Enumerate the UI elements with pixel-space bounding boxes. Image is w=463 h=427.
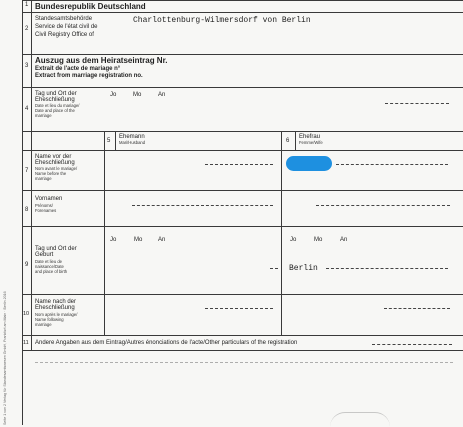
rule-label-column [104, 131, 105, 335]
row-number-6: 6 [286, 138, 290, 144]
marriage-date-sub-2: Date and place of the [35, 108, 75, 113]
forenames-sub-2: Forenames [35, 208, 57, 213]
birth-label-de-2: Geburt [35, 252, 54, 258]
publisher-side-note: Seite 1 von 2 Verlag für Standesamtswesen GmbH, Frankfurt am Main · Berlin 2016 [3, 291, 7, 425]
row-number-4: 4 [25, 106, 29, 112]
rule-row8 [22, 226, 463, 227]
rule-row4-top [22, 87, 463, 88]
wife-forenames-blank [316, 205, 450, 206]
marriage-year-header: An [158, 92, 166, 98]
wife-birth-place: Berlin [289, 264, 318, 273]
row-number-10: 10 [23, 311, 30, 317]
row-number-8: 8 [25, 207, 29, 213]
rule-row9 [22, 294, 463, 295]
rule-spouse-header [22, 150, 463, 151]
extract-title-de: Auszug aus dem Heiratseintrag Nr. [35, 56, 168, 65]
rule-row1 [22, 12, 463, 13]
husband-birth-month-header: Mo [134, 237, 143, 243]
rule-wife-number [295, 131, 296, 150]
country-heading: Bundesrepublik Deutschland [35, 2, 146, 11]
registry-office-value: Charlottenburg-Wilmersdorf von Berlin [133, 16, 311, 25]
other-particulars-blank-1 [372, 344, 452, 345]
rule-left [22, 0, 23, 425]
marriage-place-blank [385, 103, 449, 104]
row-number-11: 11 [23, 340, 29, 346]
name-after-label-de-2: Eheschließung [35, 305, 75, 311]
name-after-label-de-1: Name nach der [35, 299, 77, 305]
wife-header-sub: Femme/Wife [299, 140, 323, 145]
husband-birth-year-header: An [158, 237, 166, 243]
wife-birth-year-header: An [340, 237, 348, 243]
registry-office-label-de: Standesamtsbehörde [35, 16, 93, 22]
other-particulars-blank-2 [35, 362, 453, 363]
husband-forenames-blank [132, 205, 273, 206]
extract-title-fr: Extrait de l'acte de mariage n° [35, 66, 121, 72]
name-before-label-de-1: Name vor der [35, 154, 72, 160]
birth-label-de-1: Tag und Ort der [35, 246, 77, 252]
forenames-label-de: Vornamen [35, 196, 63, 202]
row-number-2: 2 [25, 26, 29, 32]
rule-number-column [31, 0, 32, 350]
name-after-sub-2: Name following [35, 317, 64, 322]
row-number-3: 3 [25, 63, 29, 69]
name-before-label-de-2: Eheschließung [35, 160, 75, 166]
other-particulars-label: Andere Angaben aus dem Eintrag/Autres énonciations de l'acte/Other particulars of the registration [35, 340, 298, 346]
marriage-date-sub-3: marriage [35, 113, 52, 118]
rule-top [22, 0, 463, 1]
marriage-day-header: Jo [110, 92, 117, 98]
marriage-month-header: Mo [133, 92, 142, 98]
rule-row7 [22, 190, 463, 191]
wife-birth-month-header: Mo [314, 237, 323, 243]
row-number-9: 9 [25, 262, 29, 268]
name-before-sub-1: Nom avant le mariage/ [35, 166, 78, 171]
wife-name-after-blank [384, 308, 450, 309]
name-after-sub-3: marriage [35, 322, 52, 327]
husband-header: Ehemann [119, 134, 145, 140]
rule-spouse-divider [281, 131, 282, 335]
husband-birth-place-blank [270, 268, 278, 269]
rule-row10 [22, 335, 463, 336]
husband-birth-day-header: Jo [110, 237, 117, 243]
forenames-sub-1: Prénoms/ [35, 203, 53, 208]
rule-husband-number [115, 131, 116, 150]
rule-row3 [22, 54, 463, 55]
husband-name-after-blank [205, 308, 273, 309]
rule-row11 [22, 350, 463, 351]
husband-header-sub: Mari/Husband [119, 140, 146, 145]
name-before-sub-3: marriage [35, 176, 52, 181]
wife-header: Ehefrau [299, 134, 321, 140]
birth-sub-2: naissance/Date [35, 264, 64, 269]
wife-name-before-blank [336, 164, 448, 165]
registry-office-label-fr: Service de l'état civil de [35, 24, 98, 30]
row-number-1: 1 [25, 2, 29, 8]
registry-office-label-en: Civil Registry Office of [35, 32, 94, 38]
row-number-7: 7 [25, 168, 29, 174]
marriage-date-label-de-1: Tag und Ort der [35, 91, 77, 97]
name-before-sub-2: Name before the [35, 171, 67, 176]
row-number-5: 5 [107, 138, 111, 144]
rule-row4-bottom [22, 131, 463, 132]
husband-name-before-blank [205, 164, 273, 165]
name-after-sub-1: Nom après le mariage/ [35, 312, 78, 317]
wife-birth-place-blank [326, 268, 448, 269]
extract-title-en: Extract from marriage registration no. [35, 73, 143, 79]
marriage-date-sub-1: Date et lieu du mariage/ [35, 103, 80, 108]
redaction-mark [286, 156, 332, 171]
birth-sub-3: and place of birth [35, 269, 68, 274]
wife-birth-day-header: Jo [290, 237, 297, 243]
marriage-date-label-de-2: Eheschließung [35, 97, 75, 103]
birth-sub-1: Date et lieu de [35, 259, 63, 264]
